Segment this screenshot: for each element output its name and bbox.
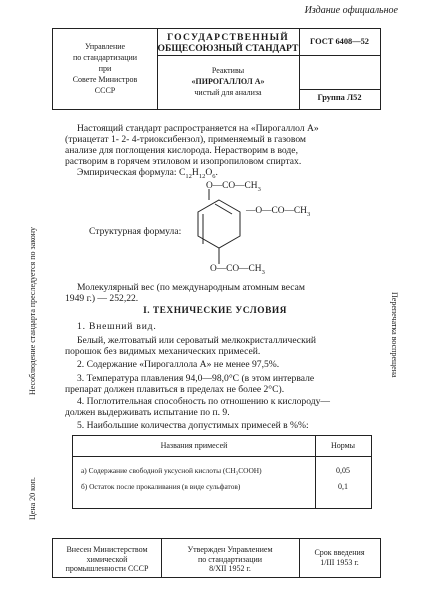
table-row-name: б) Остаток после прокаливания (в виде сульфатов) <box>81 482 241 491</box>
issuer-line: СССР <box>94 86 116 95</box>
header-box <box>52 28 381 110</box>
item-text: 1. Внешний вид. <box>77 321 157 332</box>
empirical-sub: 12 <box>198 172 206 180</box>
edition-label: Издание официальное <box>304 5 398 16</box>
intro-line: растворим в горячем этиловом и изопропиловом спиртах. <box>65 156 302 167</box>
issuer-line: Совете Министров <box>72 75 138 84</box>
title-line-1: ГОСУДАРСТВЕННЫЙ <box>167 32 289 43</box>
formula-sub: 3 <box>257 185 261 193</box>
product-line: Реактивы <box>211 66 245 75</box>
footer-line: Утвержден Управлением <box>187 545 273 554</box>
footer-line: промышленности СССР <box>65 564 149 574</box>
footer-line: 1/III 1953 г. <box>320 558 359 567</box>
mol-weight-line: 1949 г.) — 252,22. <box>65 293 139 304</box>
benzene-ring <box>198 200 240 248</box>
intro-line: Настоящий стандарт распространяется на «Пирогаллол А» <box>77 123 319 134</box>
header-issuer <box>53 41 157 96</box>
table-header-norm: Нормы <box>330 441 356 450</box>
issuer-line: Управление <box>84 42 126 51</box>
product-line: чистый для анализа <box>194 88 262 97</box>
footer-approved <box>161 545 299 574</box>
footer-line: 8/XII 1952 г. <box>209 564 251 574</box>
header-title <box>157 32 299 54</box>
structural-label: Структурная формула: <box>89 226 182 237</box>
section-title: I. ТЕХНИЧЕСКИЕ УСЛОВИЯ <box>143 306 287 316</box>
formula-group-text: O—CO—CH <box>210 264 262 274</box>
empirical-sub: 12 <box>185 172 192 180</box>
footer-line: Срок введения <box>314 548 365 557</box>
side-note-law: Несоблюдение стандарта преследуется по закону <box>28 227 37 395</box>
table-row-value: 0,1 <box>338 482 348 491</box>
header-product <box>157 65 299 98</box>
item-line: должен выдерживать испытание по п. 9. <box>65 407 230 418</box>
item-line: препарат должен плавиться в пределах не более 2°С). <box>65 384 285 395</box>
footer-effective <box>299 548 380 568</box>
formula-right-group <box>246 206 310 221</box>
title-line-2: ОБЩЕСОЮЗНЫЙ СТАНДАРТ <box>157 43 299 54</box>
impurities-table <box>72 435 372 509</box>
gost-number: ГОСТ 6408—52 <box>310 37 369 46</box>
item-line: 3. Температура плавления 94,0—98,0°С (в этом интервале <box>77 373 315 384</box>
table-row-value: 0,05 <box>336 466 350 475</box>
footer-box <box>52 538 381 578</box>
item-line: 4. Поглотительная способность по отношению к кислороду— <box>77 396 331 407</box>
formula-bottom-group <box>210 264 265 279</box>
table-row-name: а) Содержание свободной уксусной кислоты (CH₃COOH) <box>81 466 262 475</box>
empirical-text: . <box>215 167 218 178</box>
item-line: 5. Наибольшие количества допустимых примесей в %%: <box>77 420 309 431</box>
empirical-text: O <box>205 167 213 178</box>
formula-group-text: O—CO—CH <box>206 181 258 191</box>
side-note-reprint: Перепечатка воспрещена <box>390 292 399 378</box>
issuer-line: по стандартизации <box>72 53 138 62</box>
intro-line: анализе для поглощения кислорода. Нерастворим в воде, <box>65 145 298 156</box>
footer-introduced <box>53 545 161 574</box>
group-code: Группа Л52 <box>317 93 362 102</box>
intro-line: (триацетат 1- 2- 4-триоксибензол), применяемый в газовом <box>65 134 307 145</box>
item-line <box>77 322 157 333</box>
empirical-text: H <box>191 167 199 178</box>
mol-weight-line: Молекулярный вес (по международным атомным весам <box>77 282 305 293</box>
item-line: 2. Содержание «Пирогаллола А» не менее 97,5%. <box>77 359 280 370</box>
item-line: Белый, желтоватый или сероватый мелкокристаллический <box>77 335 316 346</box>
formula-top-group <box>206 181 261 196</box>
empirical-sub: 6 <box>212 172 216 180</box>
formula-sub: 3 <box>306 210 311 218</box>
formula-group-text: —O—CO—CH <box>246 206 307 216</box>
table-header-name: Названия примесей <box>160 441 228 450</box>
footer-line: Внесен Министерством <box>66 545 148 554</box>
product-line: «ПИРОГАЛЛОЛ А» <box>191 77 265 86</box>
item-line: порошок без видимых механических примесей. <box>65 346 261 357</box>
formula-sub: 3 <box>261 268 265 276</box>
footer-line: химической <box>86 554 128 564</box>
price-label: Цена 20 коп. <box>28 477 37 520</box>
issuer-line: при <box>98 64 112 73</box>
footer-line: по стандартизации <box>197 554 263 564</box>
empirical-text: Эмпирическая формула: C <box>77 167 186 178</box>
